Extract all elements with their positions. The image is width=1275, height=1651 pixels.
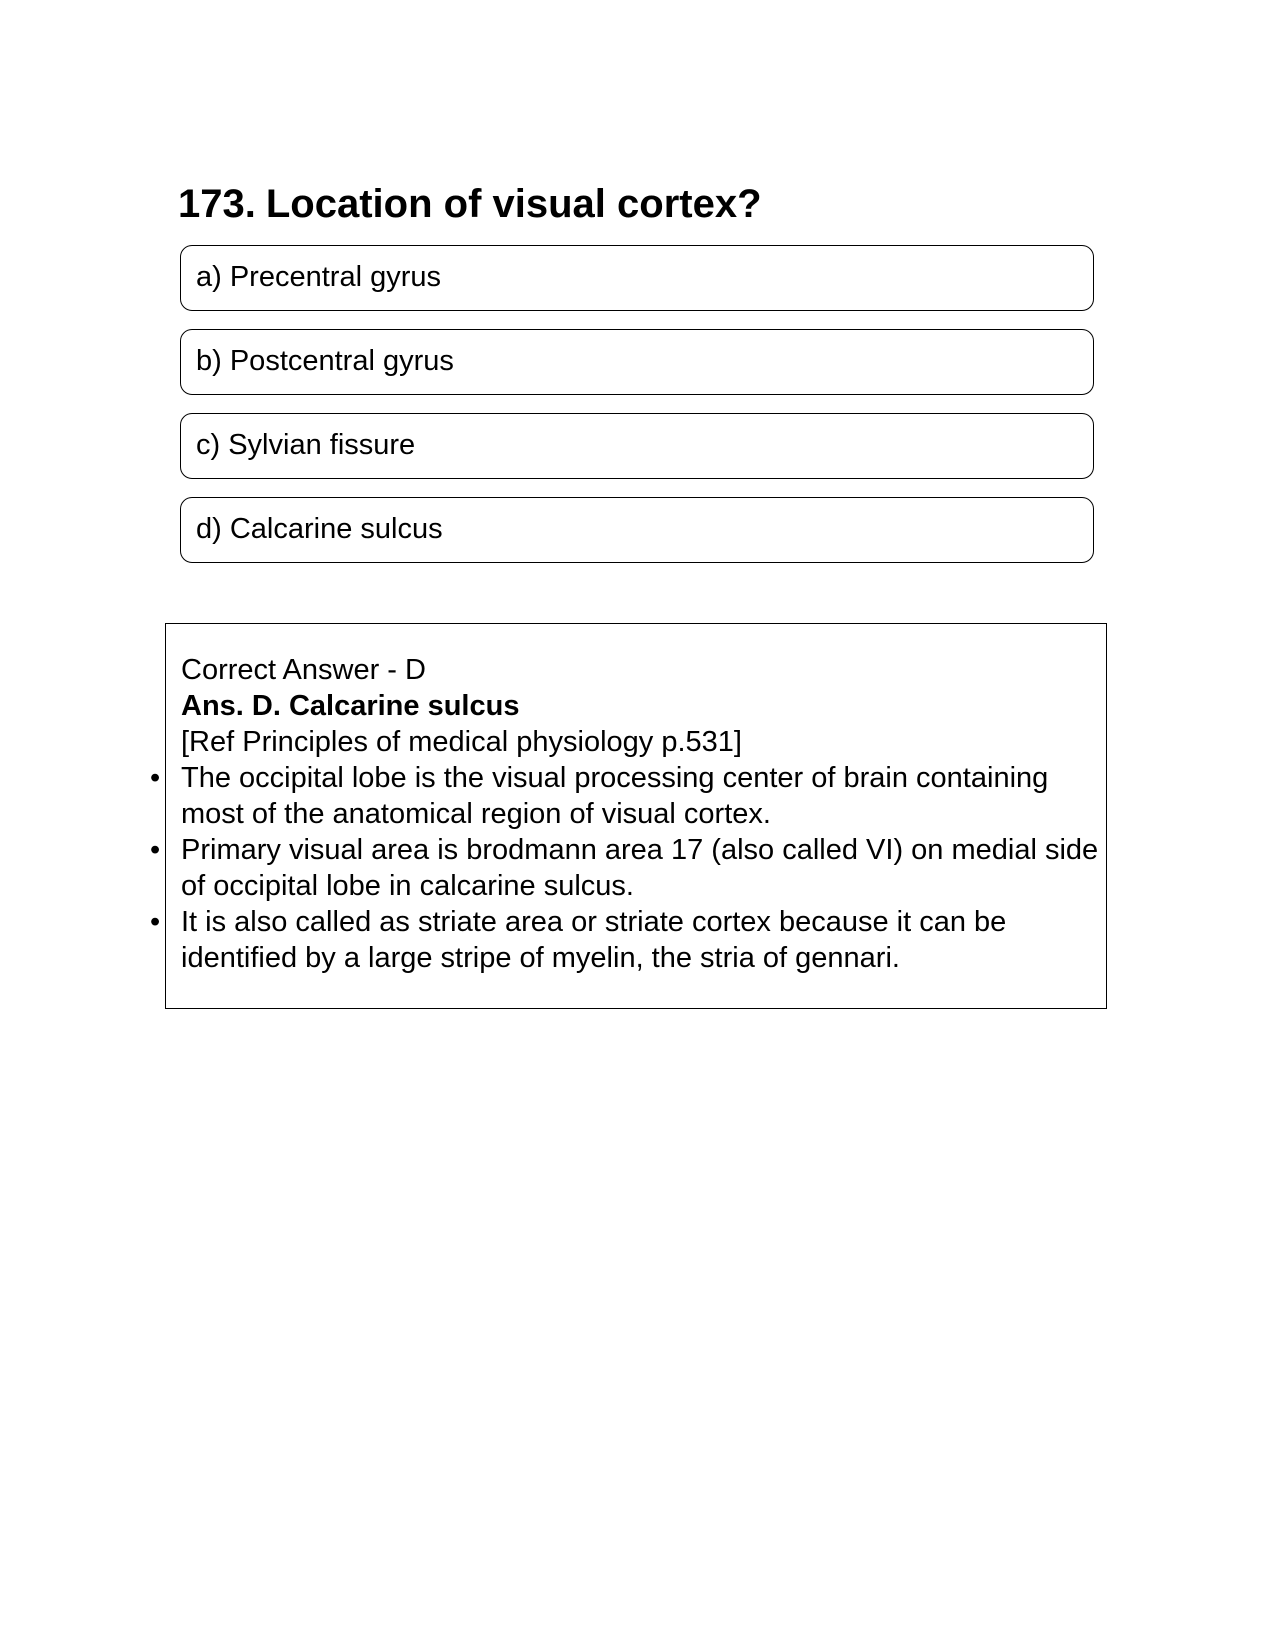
bullet-icon: • xyxy=(150,762,161,794)
question-heading xyxy=(178,176,762,232)
question-number: 173. xyxy=(178,182,256,226)
explanation-item xyxy=(150,904,1101,976)
explanation-item xyxy=(150,760,1101,832)
option-c[interactable]: c) Sylvian fissure xyxy=(180,413,1094,479)
explanation-list xyxy=(150,760,1101,976)
explanation-item xyxy=(150,832,1101,904)
option-b[interactable]: b) Postcentral gyrus xyxy=(180,329,1094,395)
correct-answer-line: Correct Answer - D xyxy=(181,654,426,686)
bullet-icon: • xyxy=(150,906,161,938)
explanation-text: Primary visual area is brodmann area 17 (also called VI) on medial side of occipital lobe in calcarine sulcus. xyxy=(181,834,1099,902)
explanation-text: It is also called as striate area or striate cortex because it can be identified by a large stripe of myelin, the stria of gennari. xyxy=(181,906,1007,974)
question-text: Location of visual cortex? xyxy=(265,182,762,226)
option-a[interactable]: a) Precentral gyrus xyxy=(180,245,1094,311)
answer-explanation-content xyxy=(150,652,1101,976)
answer-title: Ans. D. Calcarine sulcus xyxy=(181,690,520,722)
reference-line: [Ref Principles of medical physiology p.531] xyxy=(181,726,742,758)
bullet-icon: • xyxy=(150,834,161,866)
explanation-text: The occipital lobe is the visual processing center of brain containing most of the anatomical region of visual cortex. xyxy=(181,762,1049,830)
option-d[interactable]: d) Calcarine sulcus xyxy=(180,497,1094,563)
